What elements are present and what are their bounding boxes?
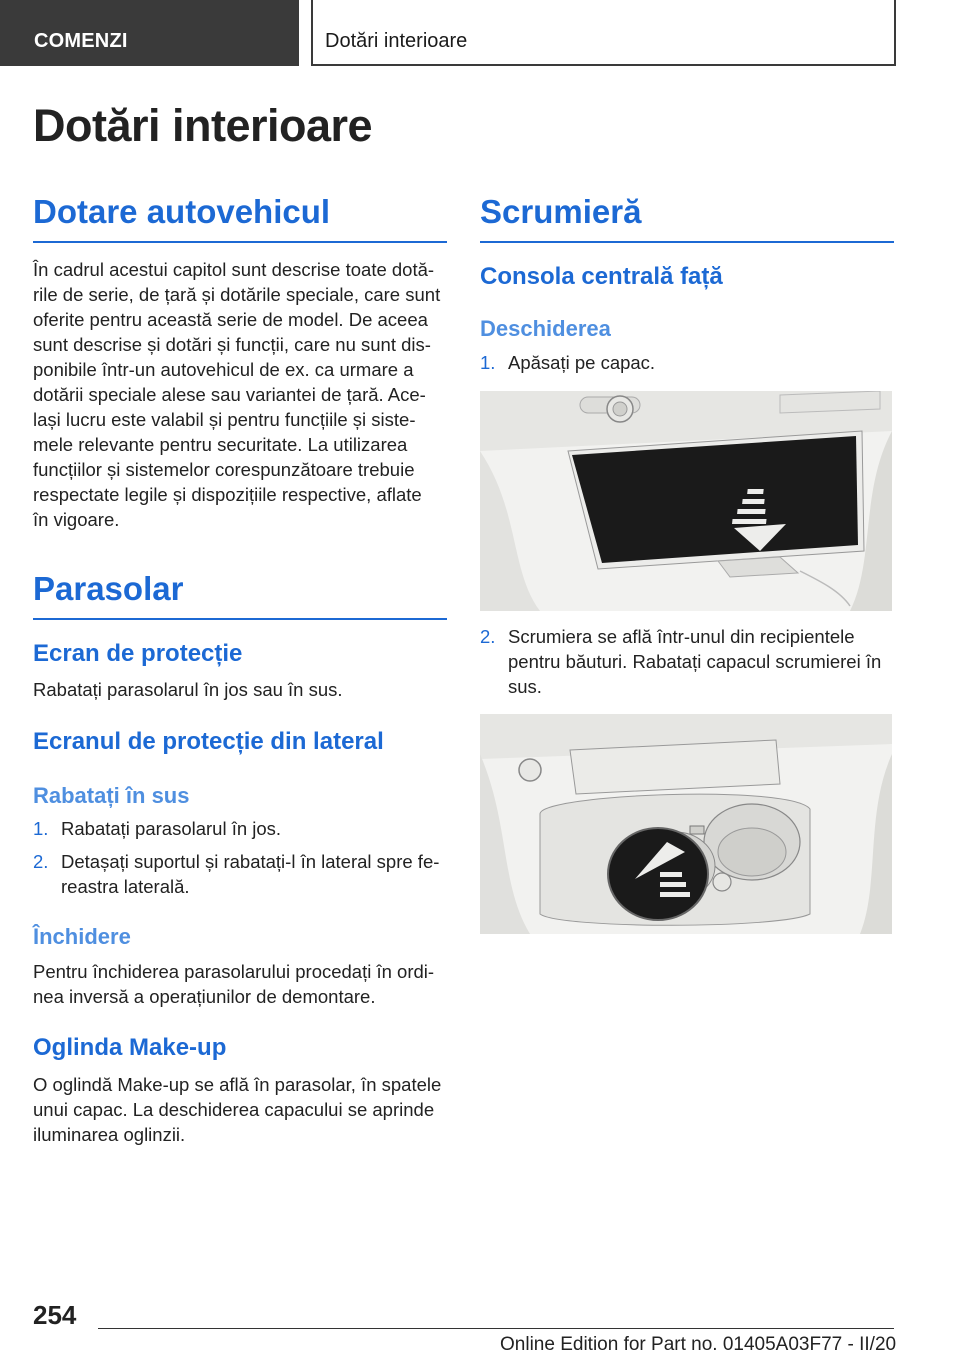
console-press-lid-image	[480, 391, 892, 611]
heading-scrumiera: Scrumieră	[480, 193, 894, 243]
list-item	[480, 350, 898, 375]
heading-dotare-autovehicul: Dotare autovehicul	[33, 193, 447, 243]
text-line: pentru băuturi. Rabatați capacul scrumierei în	[508, 651, 882, 672]
list-item	[33, 816, 451, 841]
section-tab[interactable]: COMENZI	[0, 0, 299, 66]
heading-rabatati-in-sus: Rabatați în sus	[33, 783, 190, 808]
heading-parasolar: Parasolar	[33, 570, 447, 620]
list-number: 1.	[33, 818, 49, 839]
footer-divider	[98, 1328, 894, 1329]
cupholder-ashtray-image	[480, 714, 892, 934]
page-title: Dotări interioare	[33, 100, 373, 151]
list-item	[33, 849, 451, 899]
page-header	[0, 0, 960, 66]
text-line: funcțiilor și sistemelor corespunzătoare trebuie	[33, 459, 415, 480]
text-line: Rabatați parasolarul în jos.	[61, 818, 282, 839]
footer-edition: Online Edition for Part no. 01405A03F77 - II/20	[500, 1334, 897, 1355]
list-number: 2.	[33, 851, 49, 872]
text-line: unui capac. La deschiderea capacului se aprinde	[33, 1099, 435, 1120]
list-number: 2.	[480, 626, 496, 647]
heading-deschiderea: Deschiderea	[480, 316, 611, 341]
text-line: respectate legile și dispozițiile respective, aflate	[33, 484, 422, 505]
text-line: sunt descrise și dotări și funcții, care nu sunt dis‐	[33, 334, 431, 355]
heading-ecran-lateral: Ecranul de protecție din lateral	[33, 728, 384, 755]
heading-consola-centrala: Consola centrală față	[480, 263, 723, 290]
dotare-paragraph	[33, 257, 451, 532]
page-number: 254	[33, 1300, 77, 1330]
text-line: lași lucru este valabil și pentru funcțiile și siste‐	[33, 409, 416, 430]
text-line: Apăsați pe capac.	[508, 352, 656, 373]
chapter-tab[interactable]: Dotări interioare	[311, 0, 896, 66]
text-line: reastra laterală.	[61, 876, 190, 897]
text-line: în vigoare.	[33, 509, 120, 530]
heading-inchidere: Închidere	[33, 924, 131, 949]
ecran-text: Rabatați parasolarul în jos sau în sus.	[33, 679, 343, 700]
heading-ecran-protectie: Ecran de protecție	[33, 640, 243, 667]
text-line: nea inversă a operațiunilor de demontare.	[33, 986, 376, 1007]
text-line: oferite pentru această serie de model. De aceea	[33, 309, 428, 330]
text-line: În cadrul acestui capitol sunt descrise toate dotă‐	[33, 259, 435, 280]
text-line: iluminarea oglinzii.	[33, 1124, 186, 1145]
text-line: mele relevante pentru securitate. La utilizarea	[33, 434, 408, 455]
inchidere-paragraph	[33, 959, 451, 1009]
text-line: Pentru închiderea parasolarului procedați în ordi‐	[33, 961, 435, 982]
list-number: 1.	[480, 352, 496, 373]
list-item	[480, 624, 898, 699]
heading-oglinda-makeup: Oglinda Make-up	[33, 1034, 227, 1061]
oglinda-paragraph	[33, 1072, 451, 1147]
text-line: Scrumiera se află într-unul din recipientele	[508, 626, 855, 647]
text-line: dotării speciale alese sau variantei de țară. Ace‐	[33, 384, 426, 405]
text-line: sus.	[508, 676, 542, 697]
text-line: O oglindă Make-up se află în parasolar, în spatele	[33, 1074, 442, 1095]
text-line: ponibile într-un autovehicul de ex. ca urmare a	[33, 359, 414, 380]
text-line: Detașați suportul și rabatați-l în lateral spre fe‐	[61, 851, 440, 872]
text-line: rile de serie, de țară și dotările speciale, care sunt	[33, 284, 441, 305]
